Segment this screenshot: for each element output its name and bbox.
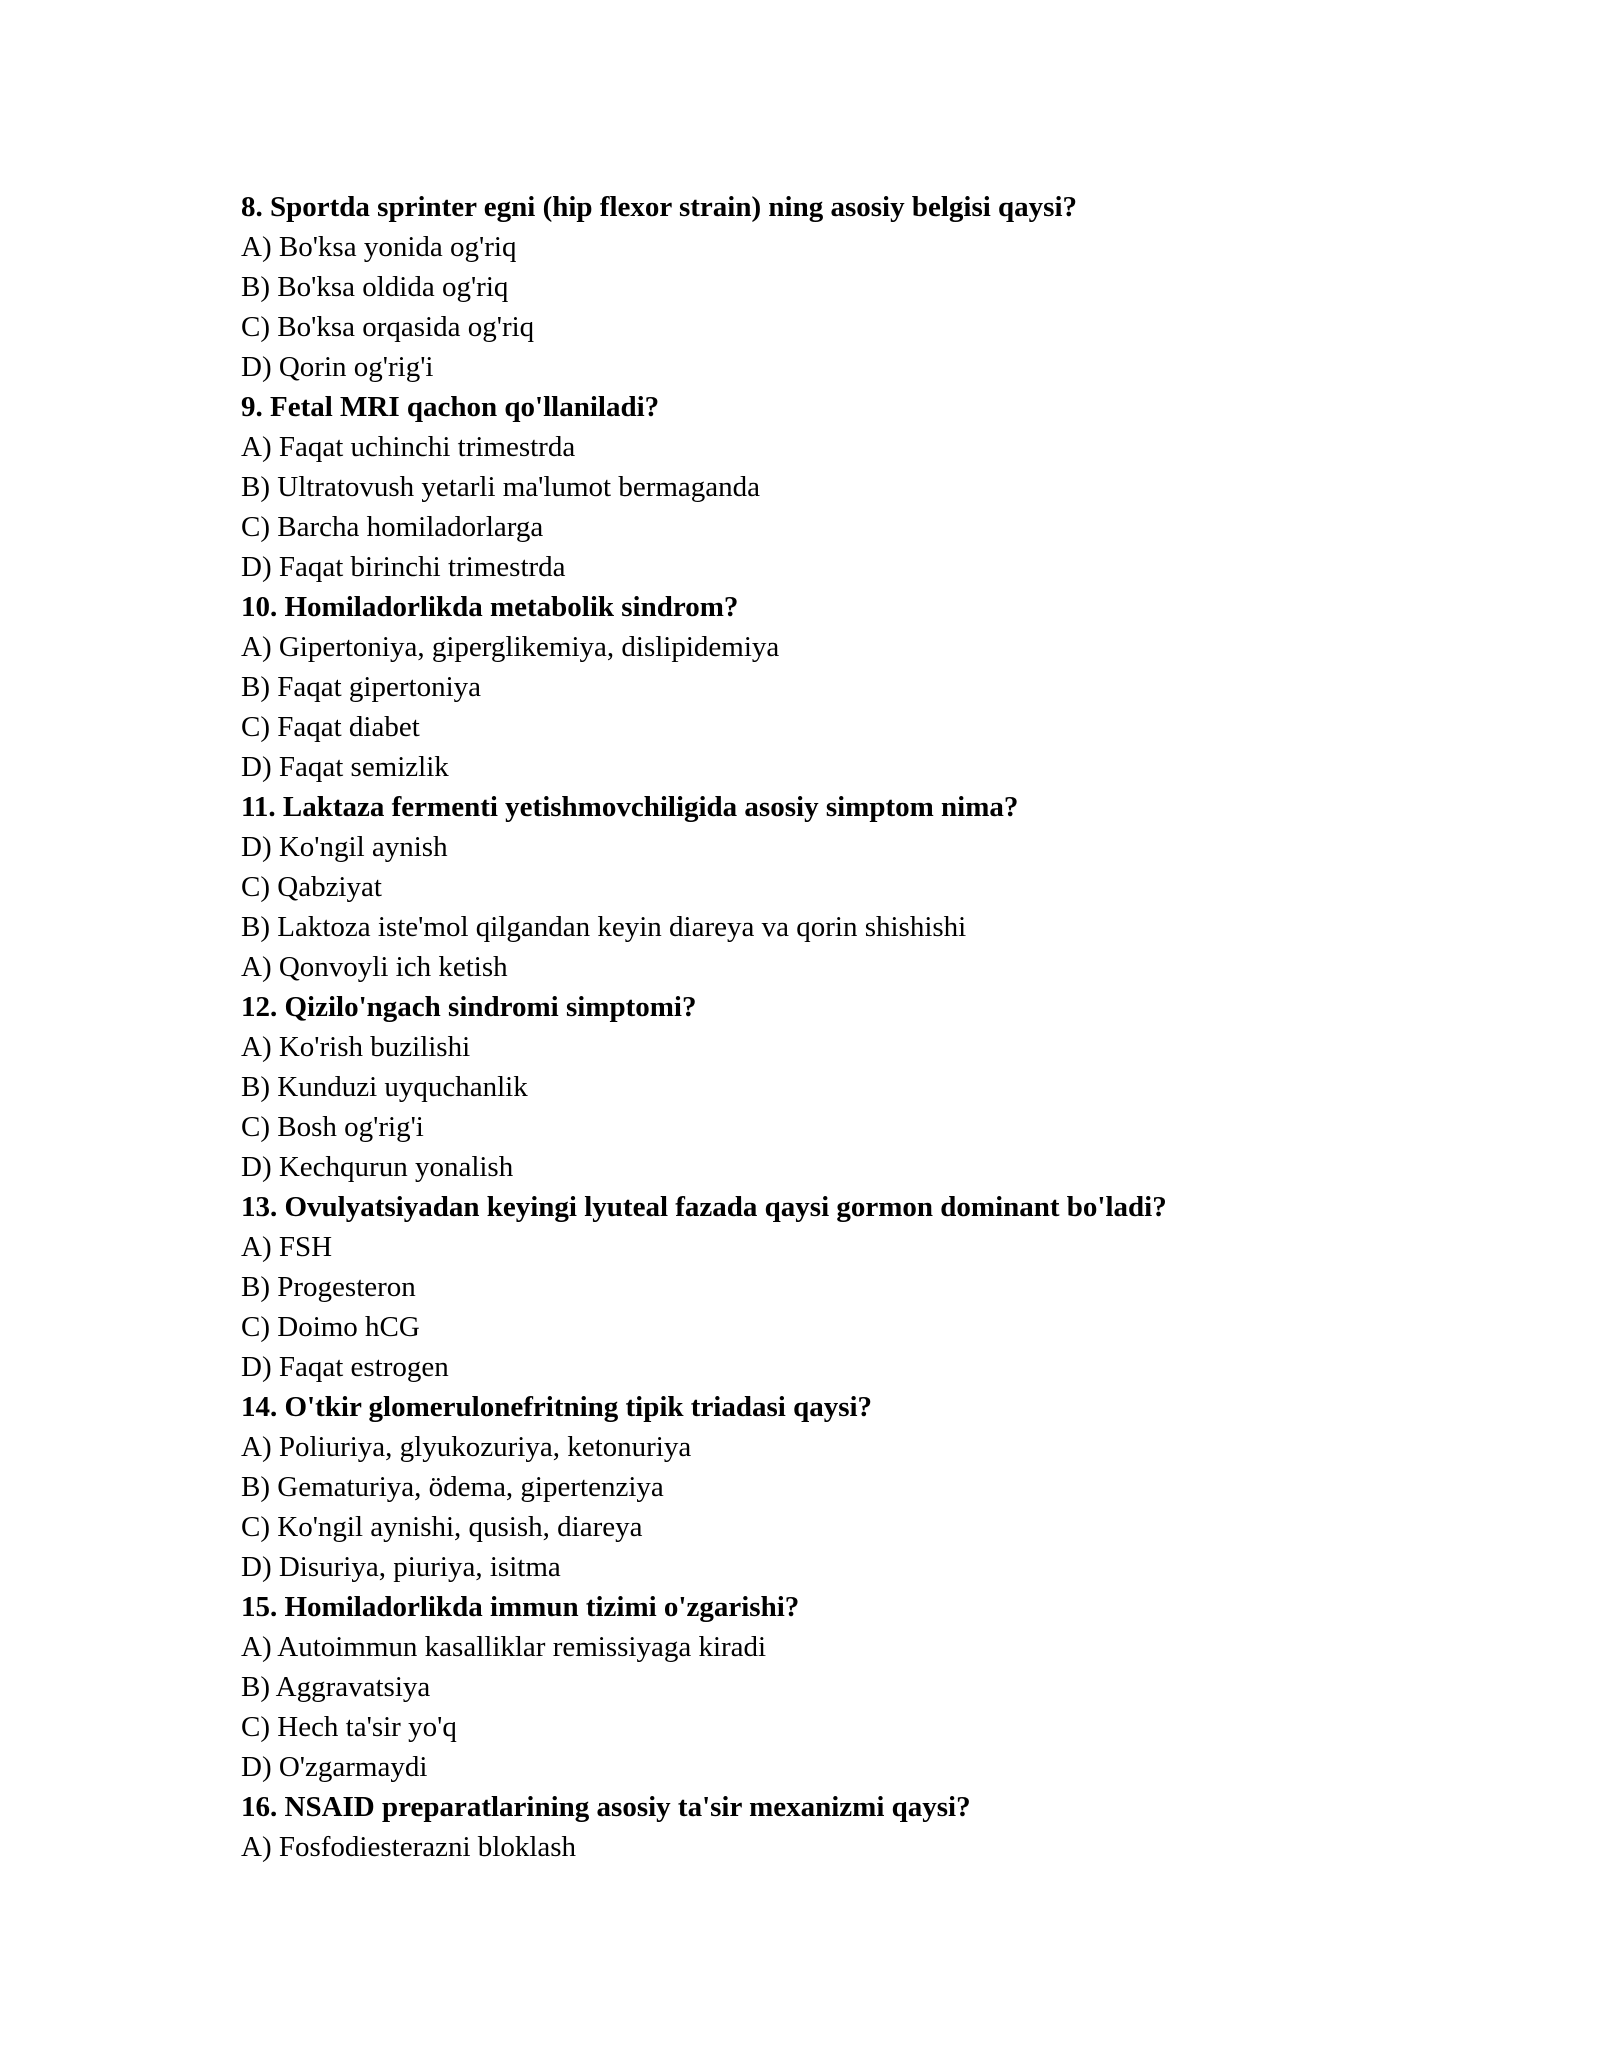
- answer-option: A) FSH: [241, 1231, 333, 1263]
- answer-option: A) Bo'ksa yonida og'riq: [241, 231, 517, 263]
- document-page: [241, 187, 1391, 1867]
- answer-option: B) Gematuriya, ödema, gipertenziya: [241, 1471, 664, 1503]
- answer-option: B) Aggravatsiya: [241, 1671, 431, 1703]
- answer-option: B) Bo'ksa oldida og'riq: [241, 271, 509, 303]
- answer-option: D) Ko'ngil aynish: [241, 831, 448, 863]
- answer-option: C) Hech ta'sir yo'q: [241, 1711, 457, 1743]
- answer-option: A) Autoimmun kasalliklar remissiyaga kiradi: [241, 1631, 767, 1663]
- answer-option: D) O'zgarmaydi: [241, 1751, 428, 1783]
- answer-option: C) Bo'ksa orqasida og'riq: [241, 311, 535, 343]
- question-block: [241, 1187, 1391, 1387]
- answer-option: A) Fosfodiesterazni bloklash: [241, 1831, 577, 1863]
- question-text: 12. Qizilo'ngach sindromi simptomi?: [241, 991, 697, 1023]
- question-text: 16. NSAID preparatlarining asosiy ta'sir mexanizmi qaysi?: [241, 1791, 971, 1823]
- question-block: [241, 787, 1391, 987]
- question-block: [241, 1587, 1391, 1787]
- question-text: 15. Homiladorlikda immun tizimi o'zgarishi?: [241, 1591, 800, 1623]
- answer-option: C) Faqat diabet: [241, 711, 420, 743]
- question-text: 13. Ovulyatsiyadan keyingi lyuteal fazada qaysi gormon dominant bo'ladi?: [241, 1191, 1167, 1223]
- answer-option: D) Faqat estrogen: [241, 1351, 449, 1383]
- answer-option: A) Qonvoyli ich ketish: [241, 951, 508, 983]
- answer-option: A) Poliuriya, glyukozuriya, ketonuriya: [241, 1431, 692, 1463]
- question-text: 11. Laktaza fermenti yetishmovchiligida asosiy simptom nima?: [241, 791, 1019, 823]
- answer-option: B) Ultratovush yetarli ma'lumot bermaganda: [241, 471, 761, 503]
- answer-option: A) Faqat uchinchi trimestrda: [241, 431, 576, 463]
- answer-option: C) Barcha homiladorlarga: [241, 511, 544, 543]
- question-text: 8. Sportda sprinter egni (hip flexor strain) ning asosiy belgisi qaysi?: [241, 191, 1078, 223]
- answer-option: B) Laktoza iste'mol qilgandan keyin diareya va qorin shishishi: [241, 911, 967, 943]
- answer-option: B) Kunduzi uyquchanlik: [241, 1071, 528, 1103]
- answer-option: A) Gipertoniya, giperglikemiya, dislipidemiya: [241, 631, 780, 663]
- answer-option: D) Qorin og'rig'i: [241, 351, 434, 383]
- question-text: 9. Fetal MRI qachon qo'llaniladi?: [241, 391, 660, 423]
- question-text: 10. Homiladorlikda metabolik sindrom?: [241, 591, 739, 623]
- question-block: [241, 187, 1391, 387]
- answer-option: C) Doimo hCG: [241, 1311, 420, 1343]
- question-block: [241, 387, 1391, 587]
- answer-option: C) Bosh og'rig'i: [241, 1111, 424, 1143]
- question-block: [241, 987, 1391, 1187]
- answer-option: B) Faqat gipertoniya: [241, 671, 482, 703]
- answer-option: C) Qabziyat: [241, 871, 382, 903]
- question-block: [241, 587, 1391, 787]
- answer-option: D) Disuriya, piuriya, isitma: [241, 1551, 561, 1583]
- question-block: [241, 1787, 1391, 1867]
- answer-option: A) Ko'rish buzilishi: [241, 1031, 471, 1063]
- answer-option: D) Kechqurun yonalish: [241, 1151, 514, 1183]
- answer-option: D) Faqat semizlik: [241, 751, 449, 783]
- answer-option: B) Progesteron: [241, 1271, 416, 1303]
- question-block: [241, 1387, 1391, 1587]
- question-text: 14. O'tkir glomerulonefritning tipik triadasi qaysi?: [241, 1391, 873, 1423]
- answer-option: C) Ko'ngil aynishi, qusish, diareya: [241, 1511, 643, 1543]
- answer-option: D) Faqat birinchi trimestrda: [241, 551, 566, 583]
